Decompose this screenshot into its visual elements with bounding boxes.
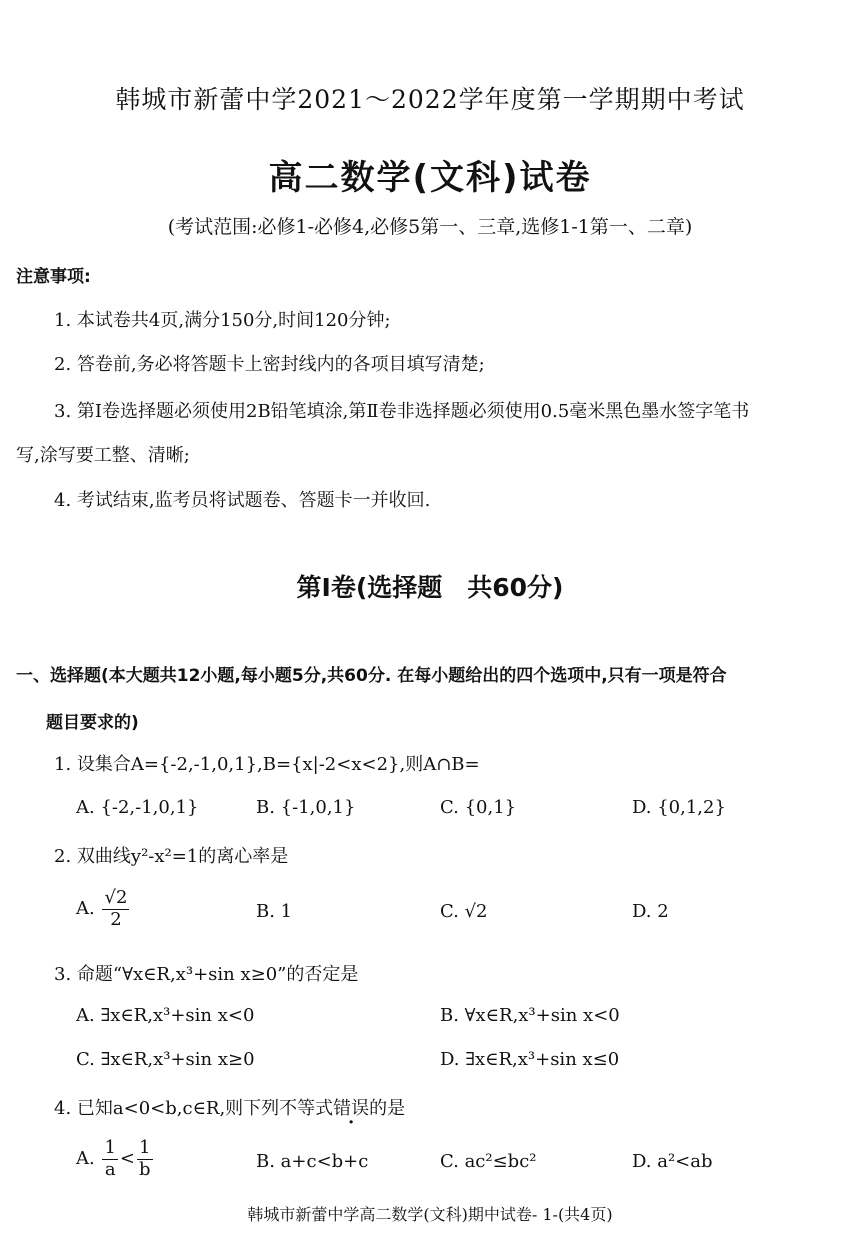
section-instruction-continued: 题目要求的) xyxy=(46,713,139,733)
section-title: 第Ⅰ卷(选择题 共60分) xyxy=(296,573,564,602)
exam-range: (考试范围:必修1-必修4,必修5第一、三章,选修1-1第一、二章) xyxy=(167,216,693,238)
option-b: B. a+c<b+c xyxy=(256,1151,369,1172)
option-b: B. {-1,0,1} xyxy=(256,797,356,818)
inequality-sign: < xyxy=(119,1148,136,1170)
note-item: 2. 答卷前,务必将答题卡上密封线内的各项目填写清楚; xyxy=(54,354,485,375)
note-item: 4. 考试结束,监考员将试题卷、答题卡一并收回. xyxy=(54,490,431,511)
option-a: A. {-2,-1,0,1} xyxy=(76,797,199,818)
exam-school-heading: 韩城市新蕾中学2021～2022学年度第一学期期中考试 xyxy=(115,85,745,114)
option-label: A. xyxy=(76,1148,95,1170)
note-item: 3. 第Ⅰ卷选择题必须使用2B铅笔填涂,第Ⅱ卷非选择题必须使用0.5毫米黑色墨水签字笔书 xyxy=(54,401,750,422)
option-d: D. a²<ab xyxy=(632,1151,713,1172)
option-a xyxy=(76,1138,155,1180)
page-footer: 韩城市新蕾中学高二数学(文科)期中试卷- 1-(共4页) xyxy=(247,1205,613,1224)
question-stem: 3. 命题“∀x∈R,x³+sin x≥0”的否定是 xyxy=(54,964,359,985)
option-c: C. {0,1} xyxy=(440,797,517,818)
question-stem-suffix: 的是 xyxy=(369,1098,406,1119)
fraction-numerator: 1 xyxy=(137,1138,153,1160)
option-c: C. ac²≤bc² xyxy=(440,1151,537,1172)
fraction-denominator: 2 xyxy=(110,908,122,930)
option-b: B. ∀x∈R,x³+sin x<0 xyxy=(440,1005,620,1026)
fraction-numerator: √2 xyxy=(104,887,128,908)
option-d: D. {0,1,2} xyxy=(632,797,726,818)
question-stem: 2. 双曲线y²-x²=1的离心率是 xyxy=(54,846,289,867)
fraction-denominator: b xyxy=(139,1158,151,1180)
question-stem: 1. 设集合A={-2,-1,0,1},B={x|-2<x<2},则A∩B= xyxy=(54,754,480,775)
note-item: 1. 本试卷共4页,满分150分,时间120分钟; xyxy=(54,310,391,331)
note-item-continued: 写,涂写要工整、清晰; xyxy=(16,445,190,466)
fraction xyxy=(102,1138,117,1180)
exam-title: 高二数学(文科)试卷 xyxy=(268,158,592,198)
fraction-denominator: a xyxy=(104,1158,116,1180)
option-a: A. ∃x∈R,x³+sin x<0 xyxy=(76,1005,255,1026)
option-d: D. ∃x∈R,x³+sin x≤0 xyxy=(440,1049,620,1070)
emphasized-word: 错误 xyxy=(333,1098,370,1119)
fraction xyxy=(137,1138,153,1180)
option-c: C. √2 xyxy=(440,901,488,922)
notes-heading: 注意事项: xyxy=(16,267,91,287)
section-instruction: 一、选择题(本大题共12小题,每小题5分,共60分. 在每小题给出的四个选项中,只有一项是符合 xyxy=(16,666,727,686)
question-stem-prefix: 4. 已知a<0<b,c∈R,则下列不等式 xyxy=(54,1098,334,1119)
option-d: D. 2 xyxy=(632,901,669,922)
fraction-numerator: 1 xyxy=(104,1137,116,1158)
option-a xyxy=(76,888,131,930)
option-c: C. ∃x∈R,x³+sin x≥0 xyxy=(76,1049,255,1070)
fraction xyxy=(102,888,129,930)
question-stem xyxy=(54,1094,405,1120)
option-b: B. 1 xyxy=(256,901,293,922)
option-label: A. xyxy=(76,898,95,920)
